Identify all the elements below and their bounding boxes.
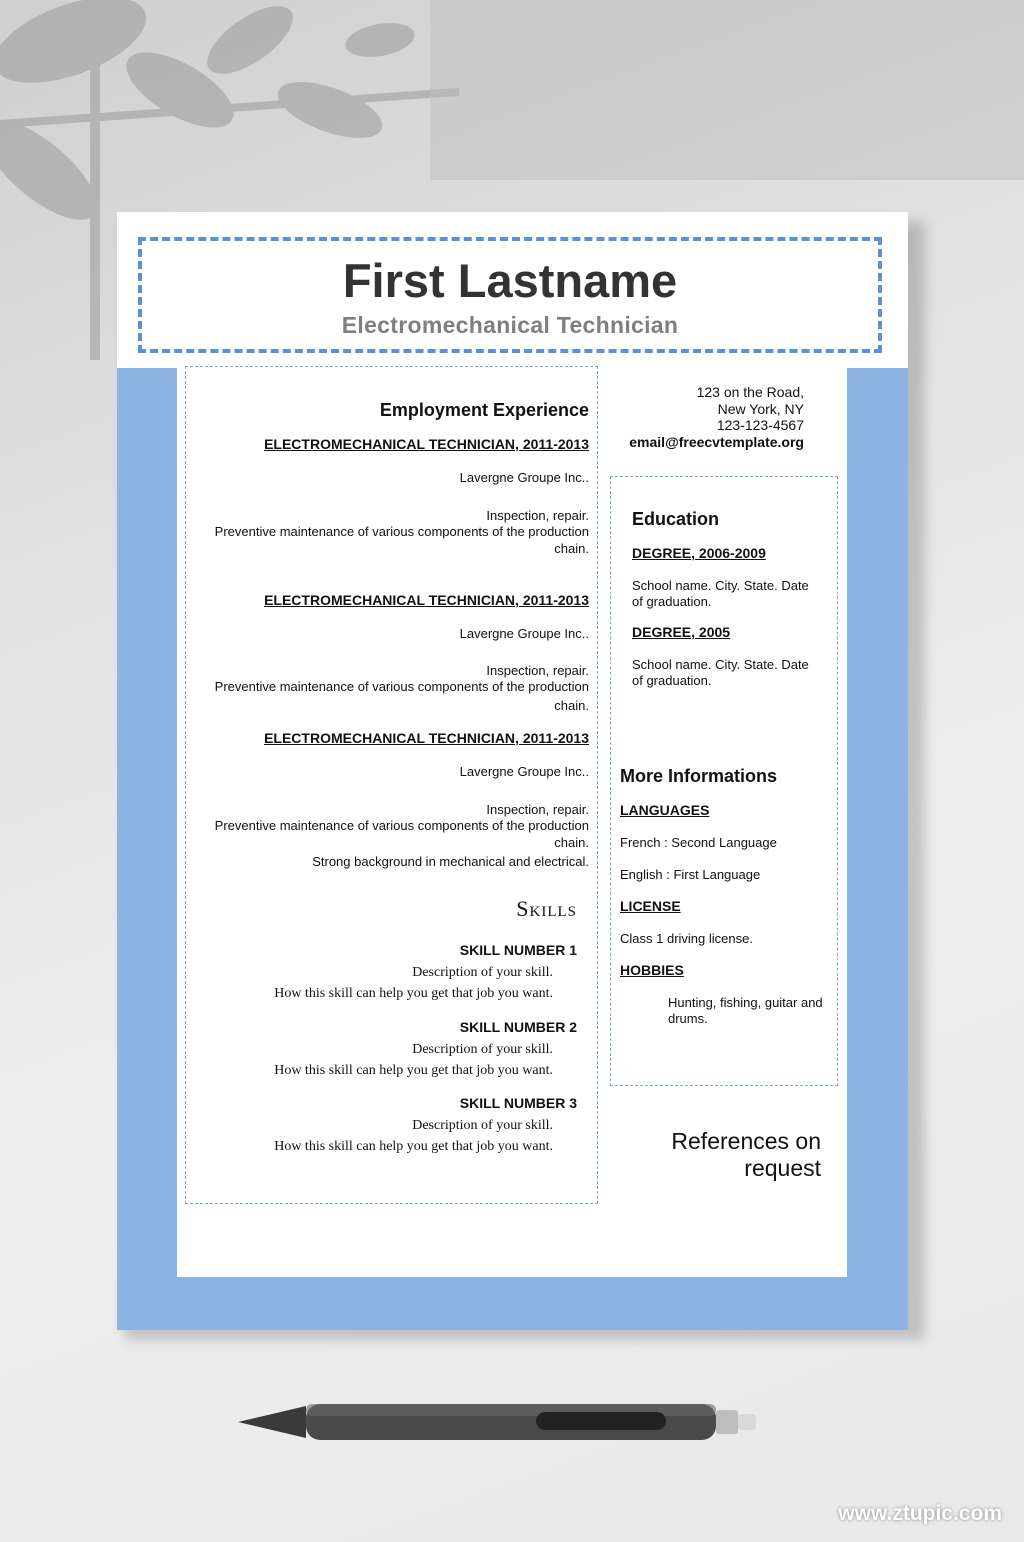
address-line: New York, NY xyxy=(717,400,804,417)
job-line: Preventive maintenance of various components of the production xyxy=(214,524,589,539)
skill-help: How this skill can help you get that job you want. xyxy=(274,1063,553,1078)
references-line: request xyxy=(744,1155,821,1181)
job-line: Inspection, repair. xyxy=(486,508,589,523)
watermark-text: www.ztupic.com xyxy=(838,1502,1002,1525)
email-address[interactable]: email@freecvtemplate.org xyxy=(629,433,804,450)
candidate-name: First Lastname xyxy=(342,254,678,307)
job-company: Lavergne Groupe Inc.. xyxy=(459,626,589,641)
job-heading: ELECTROMECHANICAL TECHNICIAN, 2011-2013 xyxy=(264,592,589,608)
job-heading: ELECTROMECHANICAL TECHNICIAN, 2011-2013 xyxy=(264,436,589,452)
job-line: Strong background in mechanical and electrical. xyxy=(312,854,589,869)
language-item: English : First Language xyxy=(620,867,761,882)
job-line: chain. xyxy=(554,541,589,556)
job-heading: ELECTROMECHANICAL TECHNICIAN, 2011-2013 xyxy=(264,730,589,746)
job-line: chain. xyxy=(554,698,589,713)
skill-help: How this skill can help you get that job you want. xyxy=(274,1139,553,1154)
skill-help: How this skill can help you get that job you want. xyxy=(274,986,553,1001)
hobbies-heading: HOBBIES xyxy=(620,962,684,978)
degree-line: of graduation. xyxy=(632,594,712,609)
job-line: Preventive maintenance of various components of the production xyxy=(214,818,589,833)
pen-decoration xyxy=(236,1398,760,1446)
license-heading: LICENSE xyxy=(620,898,681,914)
header-box xyxy=(138,237,882,353)
skill-heading: SKILL NUMBER 2 xyxy=(459,1019,577,1035)
candidate-title: Electromechanical Technician xyxy=(341,312,679,338)
employment-title: Employment Experience xyxy=(379,400,589,420)
job-line: Preventive maintenance of various components of the production xyxy=(214,679,589,694)
degree-line: School name. City. State. Date xyxy=(632,578,809,593)
license-item: Class 1 driving license. xyxy=(620,931,753,946)
degree-line: of graduation. xyxy=(632,673,712,688)
references-line: References on xyxy=(671,1128,821,1154)
skill-description: Description of your skill. xyxy=(412,965,553,980)
language-item: French : Second Language xyxy=(620,835,777,850)
degree-heading: DEGREE, 2005 xyxy=(632,624,731,640)
contact-block xyxy=(629,384,804,450)
skills-title: Skills xyxy=(516,896,577,921)
skill-heading: SKILL NUMBER 1 xyxy=(459,942,577,958)
job-company: Lavergne Groupe Inc.. xyxy=(459,764,589,779)
education-title: Education xyxy=(632,509,720,529)
job-line: chain. xyxy=(554,835,589,850)
job-company: Lavergne Groupe Inc.. xyxy=(459,470,589,485)
hobbies-line: drums. xyxy=(668,1011,708,1026)
job-line: Inspection, repair. xyxy=(486,663,589,678)
degree-heading: DEGREE, 2006-2009 xyxy=(632,545,766,561)
skill-description: Description of your skill. xyxy=(412,1118,553,1133)
more-info-title: More Informations xyxy=(620,766,778,786)
skill-description: Description of your skill. xyxy=(412,1042,553,1057)
hobbies-line: Hunting, fishing, guitar and xyxy=(668,995,823,1010)
job-line: Inspection, repair. xyxy=(486,802,589,817)
languages-heading: LANGUAGES xyxy=(620,802,710,818)
address-line: 123 on the Road, xyxy=(696,384,804,400)
degree-line: School name. City. State. Date xyxy=(632,657,809,672)
references-note xyxy=(671,1128,821,1182)
skill-heading: SKILL NUMBER 3 xyxy=(459,1095,577,1111)
phone-number: 123-123-4567 xyxy=(716,417,804,433)
